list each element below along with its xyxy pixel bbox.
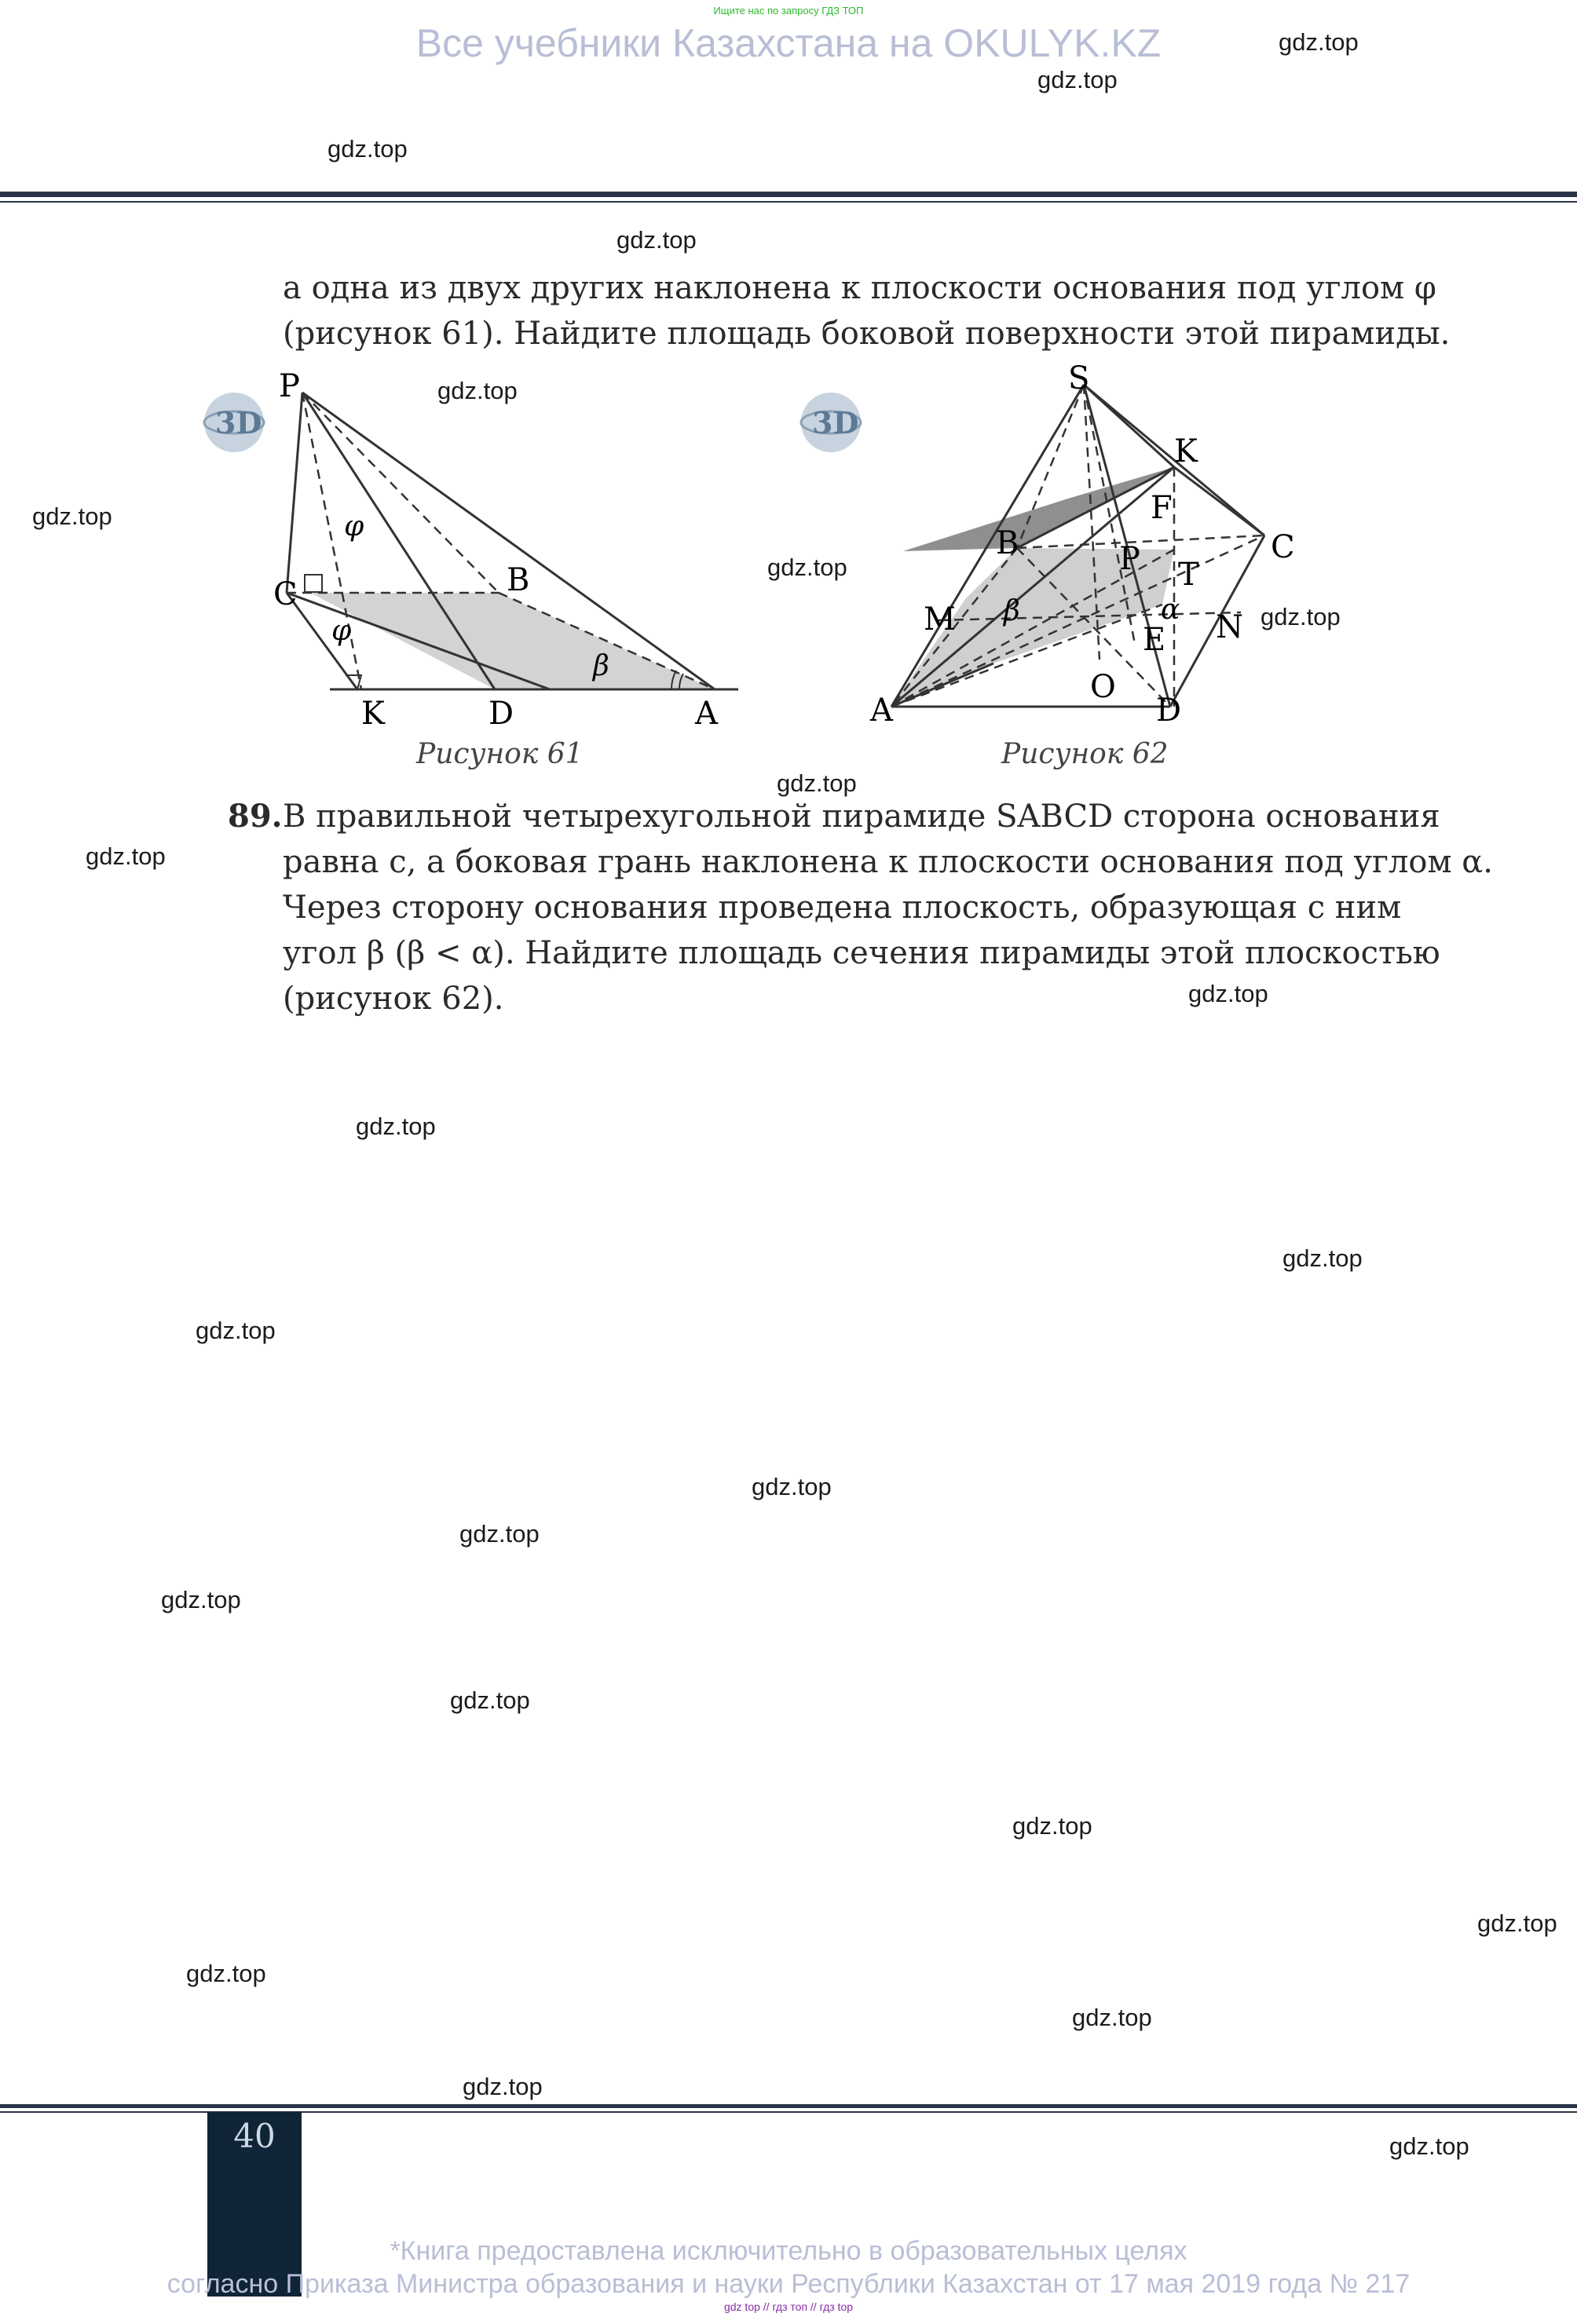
- page-number: 40: [233, 2117, 276, 2155]
- label-A: A: [870, 692, 893, 729]
- label-M: M: [924, 601, 956, 638]
- watermark: gdz.top: [617, 226, 697, 254]
- badge-3d-icon: [801, 393, 861, 452]
- watermark: gdz.top: [463, 2073, 543, 2100]
- watermark: gdz.top: [161, 1586, 241, 1613]
- label-T: T: [1178, 557, 1199, 593]
- label-beta: β: [593, 650, 609, 682]
- label-alpha: α: [1161, 594, 1180, 626]
- intro-line: а одна из двух других наклонена к плоскости основания под углом φ: [283, 270, 1436, 306]
- watermark: gdz.top: [1261, 603, 1341, 630]
- label-phi: φ: [331, 615, 352, 647]
- label-D: D: [488, 696, 514, 730]
- watermark: gdz.top: [196, 1317, 276, 1344]
- label-O: O: [1090, 669, 1116, 705]
- watermark: gdz.top: [777, 769, 857, 797]
- watermark: gdz.top: [356, 1113, 436, 1140]
- header-rule-thin: [0, 201, 1577, 203]
- watermark: gdz.top: [186, 1960, 266, 1987]
- problem-line: равна c, а боковая грань наклонена к плоскости основания под углом α.: [283, 844, 1494, 880]
- watermark: gdz.top: [1072, 2004, 1152, 2031]
- watermark: gdz.top: [437, 377, 518, 404]
- watermark: gdz.top: [767, 554, 847, 581]
- watermark: gdz.top: [459, 1520, 540, 1548]
- problem-number: 89.: [228, 798, 283, 835]
- watermark: gdz.top: [1389, 2132, 1469, 2160]
- label-P: P: [1119, 541, 1140, 577]
- badge-3d-text: 3D: [812, 405, 859, 440]
- label-S: S: [1068, 361, 1090, 396]
- label-D: D: [1156, 692, 1182, 729]
- footer-rule: [0, 2104, 1577, 2108]
- figure-61: [181, 361, 762, 730]
- badge-3d-text: 3D: [215, 405, 262, 440]
- label-beta: β: [1004, 595, 1020, 627]
- label-C: C: [1271, 529, 1295, 565]
- watermark: gdz.top: [86, 842, 166, 870]
- bottom-note: gdz top // гдз топ // гдз top: [723, 2300, 854, 2313]
- label-K: K: [361, 696, 385, 730]
- intro-line: (рисунок 61). Найдите площадь боковой поверхности этой пирамиды.: [283, 316, 1451, 352]
- watermark: gdz.top: [327, 135, 408, 163]
- problem-line: (рисунок 62).: [283, 981, 504, 1017]
- figure-61-caption: Рисунок 61: [416, 738, 584, 770]
- label-B: B: [996, 525, 1019, 561]
- footer-notice: согласно Приказа Министра образования и науки Республики Казахстан от 17 мая 2019 года № 217: [166, 2269, 1411, 2299]
- site-banner[interactable]: Все учебники Казахстана на OKULYK.KZ: [415, 21, 1162, 65]
- section-dark: [903, 467, 1174, 551]
- footer-notice: *Книга предоставлена исключительно в образовательных целях: [390, 2236, 1187, 2266]
- label-phi: φ: [344, 510, 364, 543]
- badge-3d-icon: [204, 393, 264, 452]
- problem-line: Через сторону основания проведена плоскость, образующая с ним: [283, 890, 1402, 926]
- label-K: K: [1174, 433, 1198, 470]
- label-F: F: [1151, 490, 1173, 526]
- label-A: A: [695, 696, 718, 730]
- watermark: gdz.top: [32, 502, 112, 530]
- watermark: gdz.top: [1012, 1812, 1092, 1840]
- label-P: P: [279, 368, 300, 404]
- header-rule: [0, 192, 1577, 197]
- figure-62: [785, 361, 1335, 730]
- watermark: gdz.top: [450, 1686, 530, 1714]
- label-N: N: [1216, 609, 1243, 645]
- search-hint: Ищите нас по запросу ГДЗ ТОП: [713, 5, 864, 16]
- watermark: gdz.top: [1282, 1244, 1363, 1272]
- watermark: gdz.top: [752, 1473, 832, 1500]
- label-B: B: [507, 562, 530, 598]
- watermark: gdz.top: [1188, 980, 1268, 1007]
- problem-line: В правильной четырехугольной пирамиде SABCD сторона основания: [283, 798, 1440, 835]
- figure-62-caption: Рисунок 62: [1001, 738, 1169, 770]
- label-E: E: [1143, 622, 1166, 658]
- label-C: C: [273, 576, 298, 612]
- watermark: gdz.top: [1037, 66, 1118, 93]
- problem-line: угол β (β < α). Найдите площадь сечения пирамиды этой плоскостью: [283, 935, 1440, 971]
- watermark: gdz.top: [1279, 28, 1359, 56]
- watermark: gdz.top: [1477, 1909, 1557, 1937]
